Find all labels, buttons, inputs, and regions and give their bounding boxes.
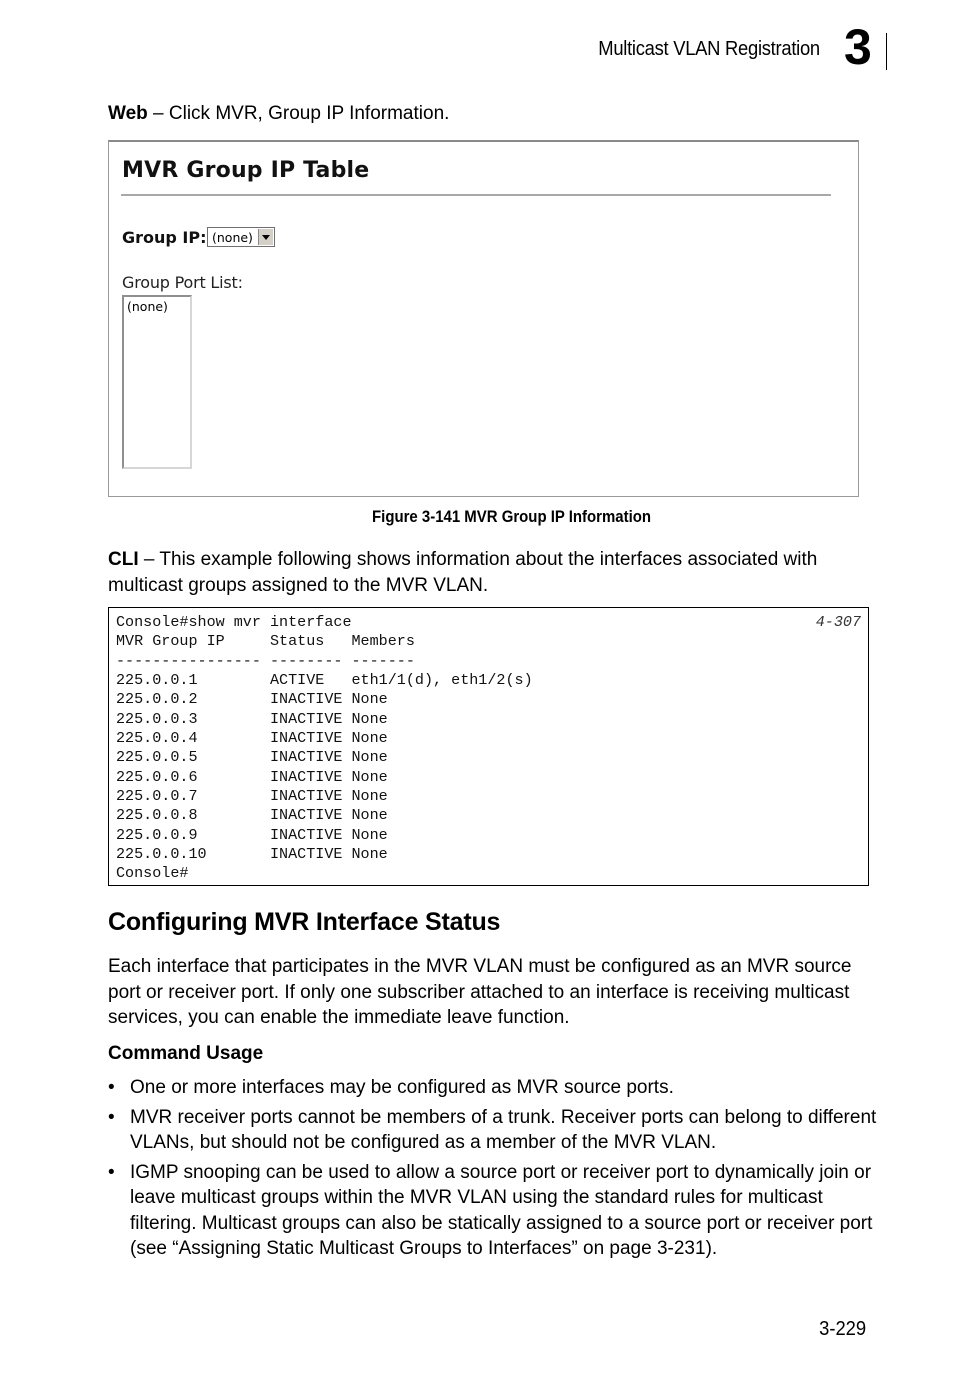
group-ip-select[interactable] — [207, 227, 275, 247]
web-instruction — [108, 101, 449, 127]
cli-output-text: Console#show mvr interface MVR Group IP Status Members ---------------- -------- ------- 225.0.0.1 ACTIVE eth1/1(d), eth1/2(s) 225.0.0.2 INACTIVE None 225.0.0.3 INACTIVE None 225.0.0.4 INACTIVE None 225.0.0.5 INACTIVE None 225.0.0.6 INACTIVE None 225.0.0.7 INACTIVE None 225.0.0.8 INACTIVE None 225.0.0.9 INACTIVE None 225.0.0.10 INACTIVE None Console# — [116, 613, 533, 883]
chapter-divider — [886, 33, 887, 70]
group-port-list-label: Group Port List: — [122, 273, 243, 292]
cli-instruction-text: – This example following shows information about the interfaces associated with multicast groups assigned to the MVR VLAN. — [108, 549, 818, 596]
command-usage-list — [108, 1075, 878, 1266]
list-item: • MVR receiver ports cannot be members of a trunk. Receiver ports can belong to different VLANs, but should not be configured as a member of the MVR VLAN. — [108, 1105, 878, 1156]
cli-instruction — [108, 547, 878, 598]
list-item[interactable]: (none) — [127, 299, 168, 314]
command-reference: 4-307 — [815, 613, 861, 631]
panel-title: MVR Group IP Table — [122, 158, 370, 183]
list-item: • One or more interfaces may be configured as MVR source ports. — [108, 1075, 878, 1101]
web-label: Web — [108, 103, 148, 124]
figure-caption: Figure 3-141 MVR Group IP Information — [372, 507, 652, 526]
list-item: • IGMP snooping can be used to allow a source port or receiver port to dynamically join or leave multicast groups within the MVR VLAN using the standard rules for multicast filtering. Multicast groups can also be statically assigned to a source port or receiver port (see “Assigning Static Multicast Groups to Interfaces” on page 3-231). — [108, 1160, 878, 1262]
section-heading: Configuring MVR Interface Status — [108, 908, 501, 936]
cli-output-box — [108, 607, 869, 886]
panel-title-rule — [121, 194, 831, 196]
page-number: 3-229 — [818, 1318, 866, 1340]
command-usage-heading: Command Usage — [108, 1043, 264, 1064]
group-port-listbox[interactable] — [122, 295, 192, 469]
running-header-title: Multicast VLAN Registration — [598, 38, 820, 60]
chevron-down-icon[interactable] — [258, 229, 273, 245]
group-ip-label: Group IP: — [122, 228, 207, 247]
web-instruction-text: – Click MVR, Group IP Information. — [147, 103, 450, 124]
cli-label: CLI — [108, 549, 139, 570]
group-ip-selected-value: (none) — [212, 230, 253, 245]
section-intro: Each interface that participates in the MVR VLAN must be configured as an MVR source port or receiver port. If only one subscriber attached to an interface is receiving multicast services, you can enable the immediate leave function. — [108, 956, 852, 1028]
mvr-group-ip-screenshot — [108, 140, 859, 497]
chapter-number: 3 — [844, 19, 872, 75]
